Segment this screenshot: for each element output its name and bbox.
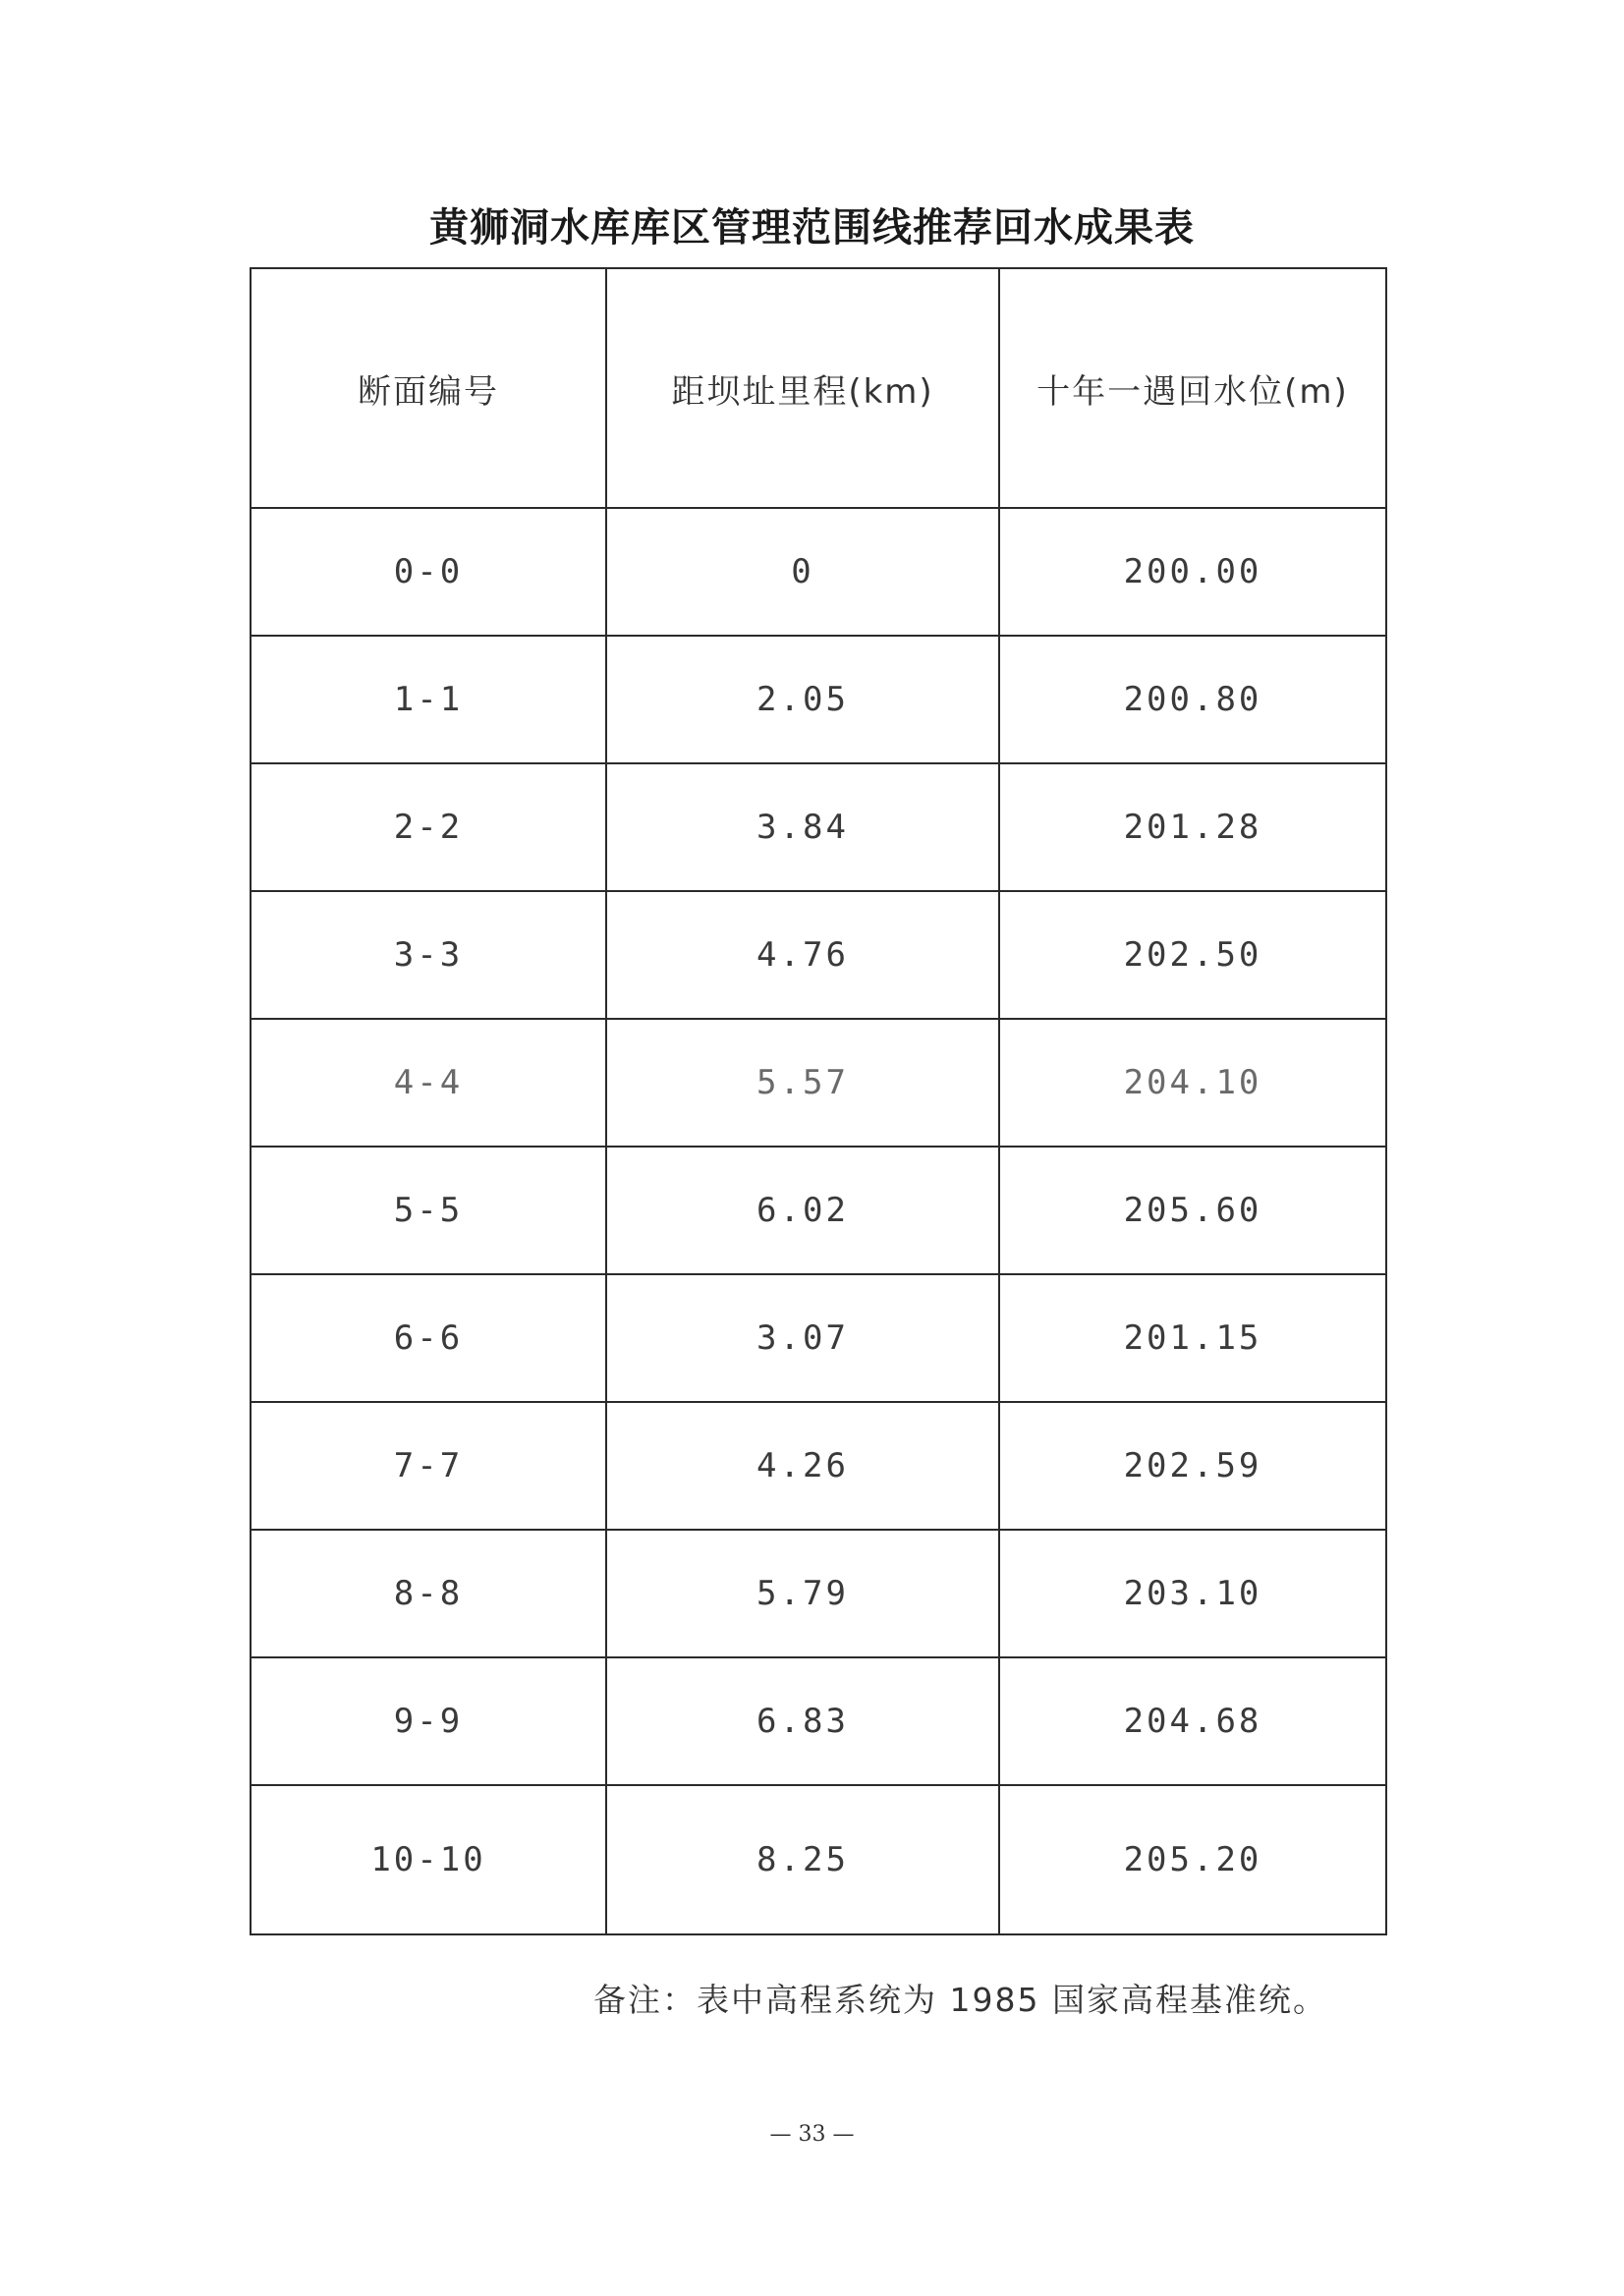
cell-distance: 0 <box>606 508 999 636</box>
table-row <box>251 636 1386 763</box>
header-section-id: 断面编号 <box>251 268 606 508</box>
cell-distance: 6.83 <box>606 1657 999 1785</box>
results-table <box>250 267 1387 1935</box>
cell-water-level: 201.15 <box>999 1274 1386 1402</box>
table-note: 备注：表中高程系统为 1985 国家高程基准统。 <box>593 1981 1327 2019</box>
table-row <box>251 508 1386 636</box>
table-row <box>251 1402 1386 1530</box>
cell-distance: 5.79 <box>606 1530 999 1657</box>
cell-section-id: 3-3 <box>251 891 606 1019</box>
cell-distance: 8.25 <box>606 1785 999 1934</box>
cell-section-id: 2-2 <box>251 763 606 891</box>
cell-water-level: 202.50 <box>999 891 1386 1019</box>
cell-water-level: 202.59 <box>999 1402 1386 1530</box>
cell-section-id: 4-4 <box>251 1019 606 1147</box>
cell-section-id: 7-7 <box>251 1402 606 1530</box>
table-row <box>251 1019 1386 1147</box>
table-row <box>251 1274 1386 1402</box>
cell-distance: 2.05 <box>606 636 999 763</box>
cell-water-level: 205.20 <box>999 1785 1386 1934</box>
cell-section-id: 5-5 <box>251 1147 606 1274</box>
header-distance: 距坝址里程(km) <box>606 268 999 508</box>
cell-water-level: 200.80 <box>999 636 1386 763</box>
cell-distance: 4.26 <box>606 1402 999 1530</box>
cell-distance: 6.02 <box>606 1147 999 1274</box>
table-row <box>251 891 1386 1019</box>
cell-section-id: 9-9 <box>251 1657 606 1785</box>
table-row <box>251 1147 1386 1274</box>
cell-section-id: 6-6 <box>251 1274 606 1402</box>
cell-water-level: 205.60 <box>999 1147 1386 1274</box>
cell-section-id: 10-10 <box>251 1785 606 1934</box>
cell-water-level: 204.10 <box>999 1019 1386 1147</box>
table-row <box>251 763 1386 891</box>
cell-distance: 5.57 <box>606 1019 999 1147</box>
table-row <box>251 1657 1386 1785</box>
cell-water-level: 201.28 <box>999 763 1386 891</box>
page-title: 黄狮洞水库库区管理范围线推荐回水成果表 <box>429 205 1195 251</box>
cell-distance: 3.07 <box>606 1274 999 1402</box>
header-water-level: 十年一遇回水位(m) <box>999 268 1386 508</box>
cell-distance: 4.76 <box>606 891 999 1019</box>
cell-water-level: 203.10 <box>999 1530 1386 1657</box>
table-header-row <box>251 268 1386 508</box>
cell-section-id: 1-1 <box>251 636 606 763</box>
table-row <box>251 1530 1386 1657</box>
table-row <box>251 1785 1386 1934</box>
cell-water-level: 200.00 <box>999 508 1386 636</box>
page-number: — 33 — <box>769 2122 855 2147</box>
cell-water-level: 204.68 <box>999 1657 1386 1785</box>
cell-section-id: 8-8 <box>251 1530 606 1657</box>
cell-section-id: 0-0 <box>251 508 606 636</box>
cell-distance: 3.84 <box>606 763 999 891</box>
